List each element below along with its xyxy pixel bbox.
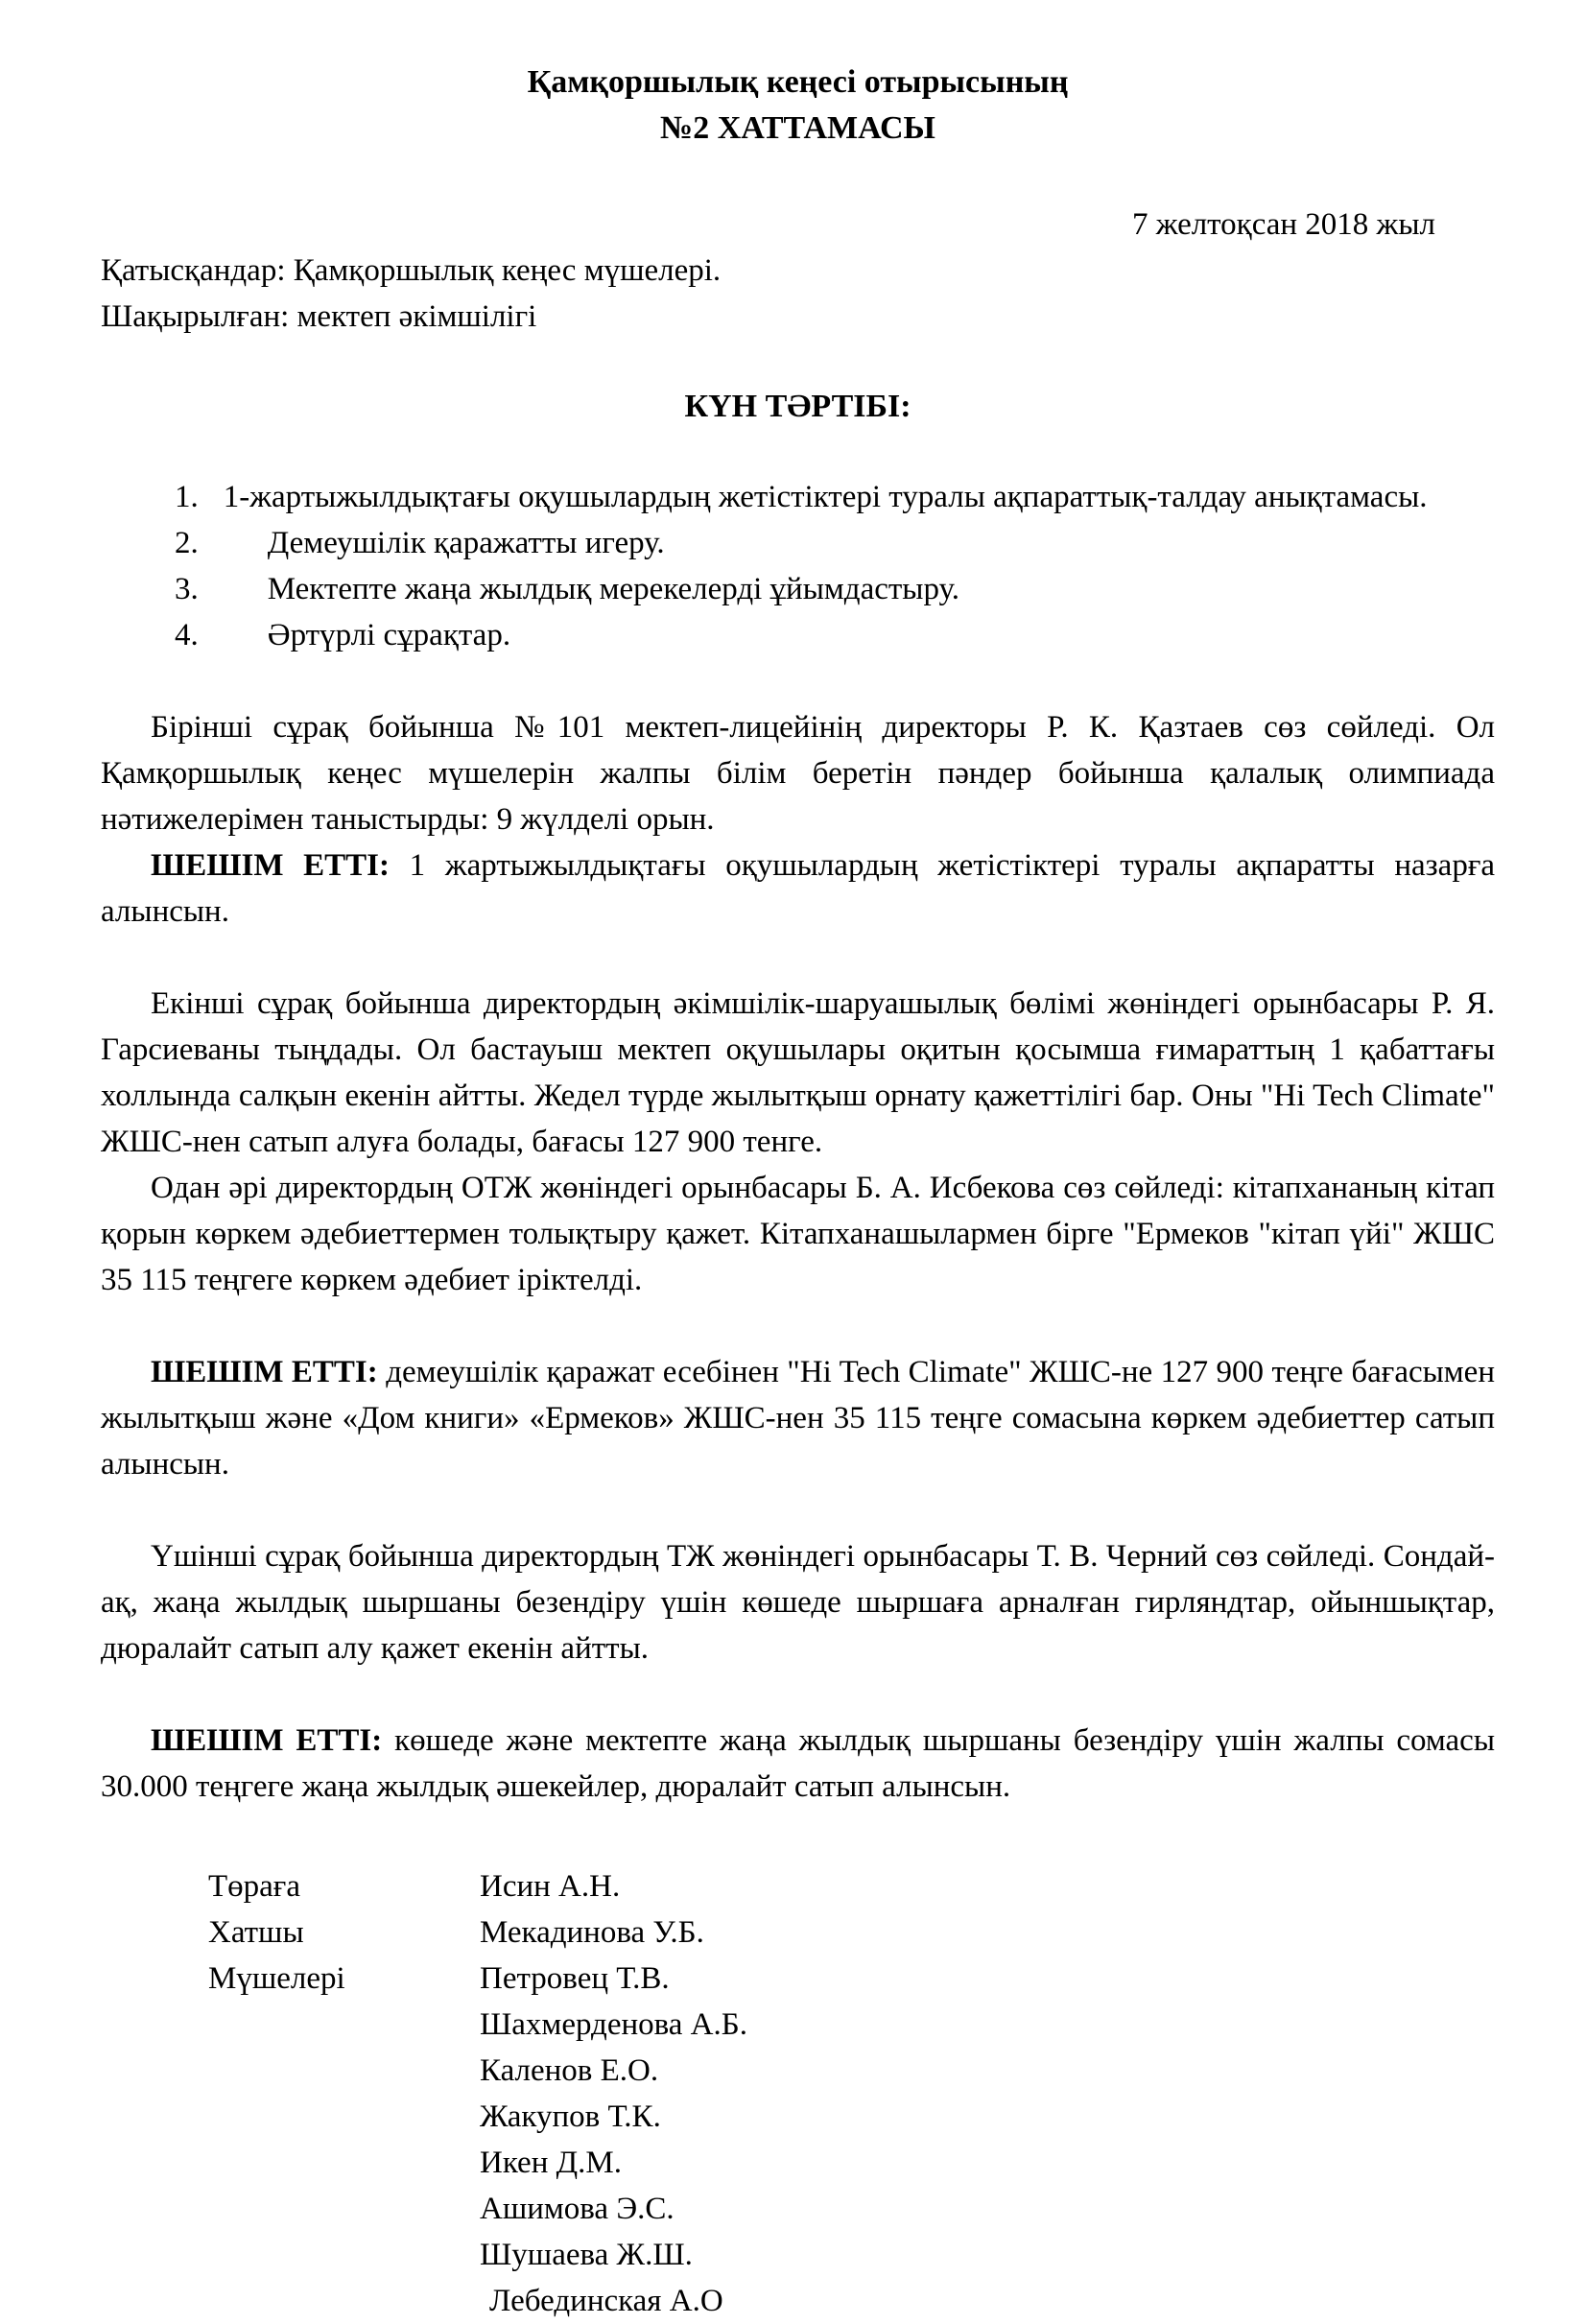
signature-name: Икен Д.М. xyxy=(480,2146,622,2180)
signature-row xyxy=(101,1863,1495,1909)
agenda-item-text: Әртүрлі сұрақтар. xyxy=(267,618,511,652)
decision-paragraph-3 xyxy=(101,1718,1495,1810)
decision-lead: ШЕШІМ ЕТТІ: xyxy=(151,1723,383,1758)
attendees-line: Қатысқандар: Қамқоршылық кеңес мүшелері. xyxy=(101,253,722,288)
doc-date: 7 желтоқсан 2018 жыл xyxy=(1131,207,1435,242)
signature-name: Шахмерденова А.Б. xyxy=(480,2007,747,2042)
tab-spacer xyxy=(199,598,268,599)
agenda-item-text: Мектепте жаңа жылдық мерекелерді ұйымдастыру. xyxy=(267,572,959,606)
signature-name: Жакупов Т.К. xyxy=(480,2099,661,2134)
signature-name: Петровец Т.В. xyxy=(480,1961,670,1996)
agenda-item-number: 1. xyxy=(175,480,199,514)
signature-row xyxy=(101,2278,1495,2324)
decision-text: 1 жартыжылдықтағы оқушылардың жетістіктері туралы ақпаратты назарға алынсын. xyxy=(101,848,1496,929)
signature-role-label: Төраға xyxy=(208,1869,300,1904)
decision-paragraph-1 xyxy=(101,842,1495,935)
signature-row xyxy=(101,1909,1495,1956)
signature-row xyxy=(101,2094,1495,2140)
signature-block xyxy=(101,1863,1495,2324)
agenda-item xyxy=(175,566,1495,612)
signature-role-label: Хатшы xyxy=(208,1915,304,1950)
decision-lead: ШЕШІМ ЕТТІ: xyxy=(151,848,391,883)
signature-row xyxy=(101,2232,1495,2278)
signature-name: Мекадинова У.Б. xyxy=(480,1915,704,1950)
agenda-list xyxy=(175,474,1495,658)
doc-title xyxy=(101,59,1495,152)
agenda-item-number: 3. xyxy=(175,572,199,606)
tab-spacer xyxy=(199,506,224,507)
decision-lead: ШЕШІМ ЕТТІ: xyxy=(151,1355,378,1389)
signature-role-label: Мүшелері xyxy=(208,1961,345,1996)
signature-name: Каленов Е.О. xyxy=(480,2053,659,2088)
decision-paragraph-2 xyxy=(101,1349,1495,1487)
agenda-item xyxy=(175,520,1495,566)
signature-name: Ашимова Э.С. xyxy=(480,2192,675,2226)
agenda-item xyxy=(175,474,1495,520)
invited-line: Шақырылған: мектеп әкімшілігі xyxy=(101,299,537,334)
agenda-item-number: 4. xyxy=(175,618,199,652)
agenda-item-text: 1-жартыжылдықтағы оқушылардың жетістіктері туралы ақпараттық-талдау анықтамасы. xyxy=(223,480,1428,514)
signature-row xyxy=(101,2048,1495,2094)
decision-text: көшеде және мектепте жаңа жылдық шыршаны безендіру үшін жалпы сомасы 30.000 теңгеге жаңа жылдық әшекейлер, дюралайт сатып алынсын. xyxy=(101,1723,1496,1804)
agenda-item-number: 2. xyxy=(175,526,199,560)
signature-name: Шушаева Ж.Ш. xyxy=(480,2238,693,2272)
signature-name: Лебединская А.О xyxy=(489,2284,723,2318)
doc-title-line1: Қамқоршылық кеңесі отырысының xyxy=(527,64,1069,100)
agenda-item xyxy=(175,612,1495,658)
tab-spacer xyxy=(199,644,268,645)
paragraph-question-1: Бірінші сұрақ бойынша №101 мектеп-лицейінің директоры Р. К. Қазтаев сөз сөйледі. Ол Қамқоршылық кеңес мүшелерін жалпы білім беретін пәндер бойынша қалалық олимпиада нәтижелерімен таныстырды: 9 жүлделі орын. xyxy=(101,710,1495,837)
signature-row xyxy=(101,2140,1495,2186)
signature-row xyxy=(101,1956,1495,2002)
signature-row xyxy=(101,2002,1495,2048)
paragraph-question-3: Үшінші сұрақ бойынша директордың ТЖ жөніндегі орынбасары Т. В. Черний сөз сөйледі. Сондай-ақ, жаңа жылдық шыршаны безендіру үшін көшеде шыршаға арналған гирляндтар, ойыншықтар, дюралайт сатып алу қажет екенін айтты. xyxy=(101,1539,1495,1666)
decision-text: демеушілік қаражат есебінен "Hi Tech Climate" ЖШС-не 127 900 теңге бағасымен жылытқыш және «Дом книги» «Ермеков» ЖШС-нен 35 115 теңге сомасына көркем әдебиеттер сатып алынсын. xyxy=(101,1355,1495,1482)
agenda-heading: КҮН ТӘРТІБІ: xyxy=(684,389,911,424)
signature-row xyxy=(101,2186,1495,2232)
paragraph-question-2b: Одан әрі директордың ОТЖ жөніндегі орынбасары Б. А. Исбекова сөз сөйледі: кітапхананың кітап қорын көркем әдебиеттермен толықтыру қажет. Кітапханашылармен бірге "Ермеков "кітап үйі" ЖШС 35 115 теңгеге көркем әдебиет іріктелді. xyxy=(101,1171,1495,1297)
tab-spacer xyxy=(199,552,268,553)
signature-name: Исин А.Н. xyxy=(480,1869,621,1904)
doc-title-line2: №2 ХАТТАМАСЫ xyxy=(660,110,935,146)
paragraph-question-2: Екінші сұрақ бойынша директордың әкімшілік-шаруашылық бөлімі жөніндегі орынбасары Р. Я. Гарсиеваны тыңдады. Ол бастауыш мектеп оқушылары оқитын қосымша ғимараттың 1 қабаттағы холлында салқын екенін айтты. Жедел түрде жылытқыш орнату қажеттілігі бар. Оны "Hi Tech Climate" ЖШС-нен сатып алуға болады, бағасы 127 900 тенге. xyxy=(101,986,1495,1159)
agenda-item-text: Демеушілік қаражатты игеру. xyxy=(267,526,665,560)
